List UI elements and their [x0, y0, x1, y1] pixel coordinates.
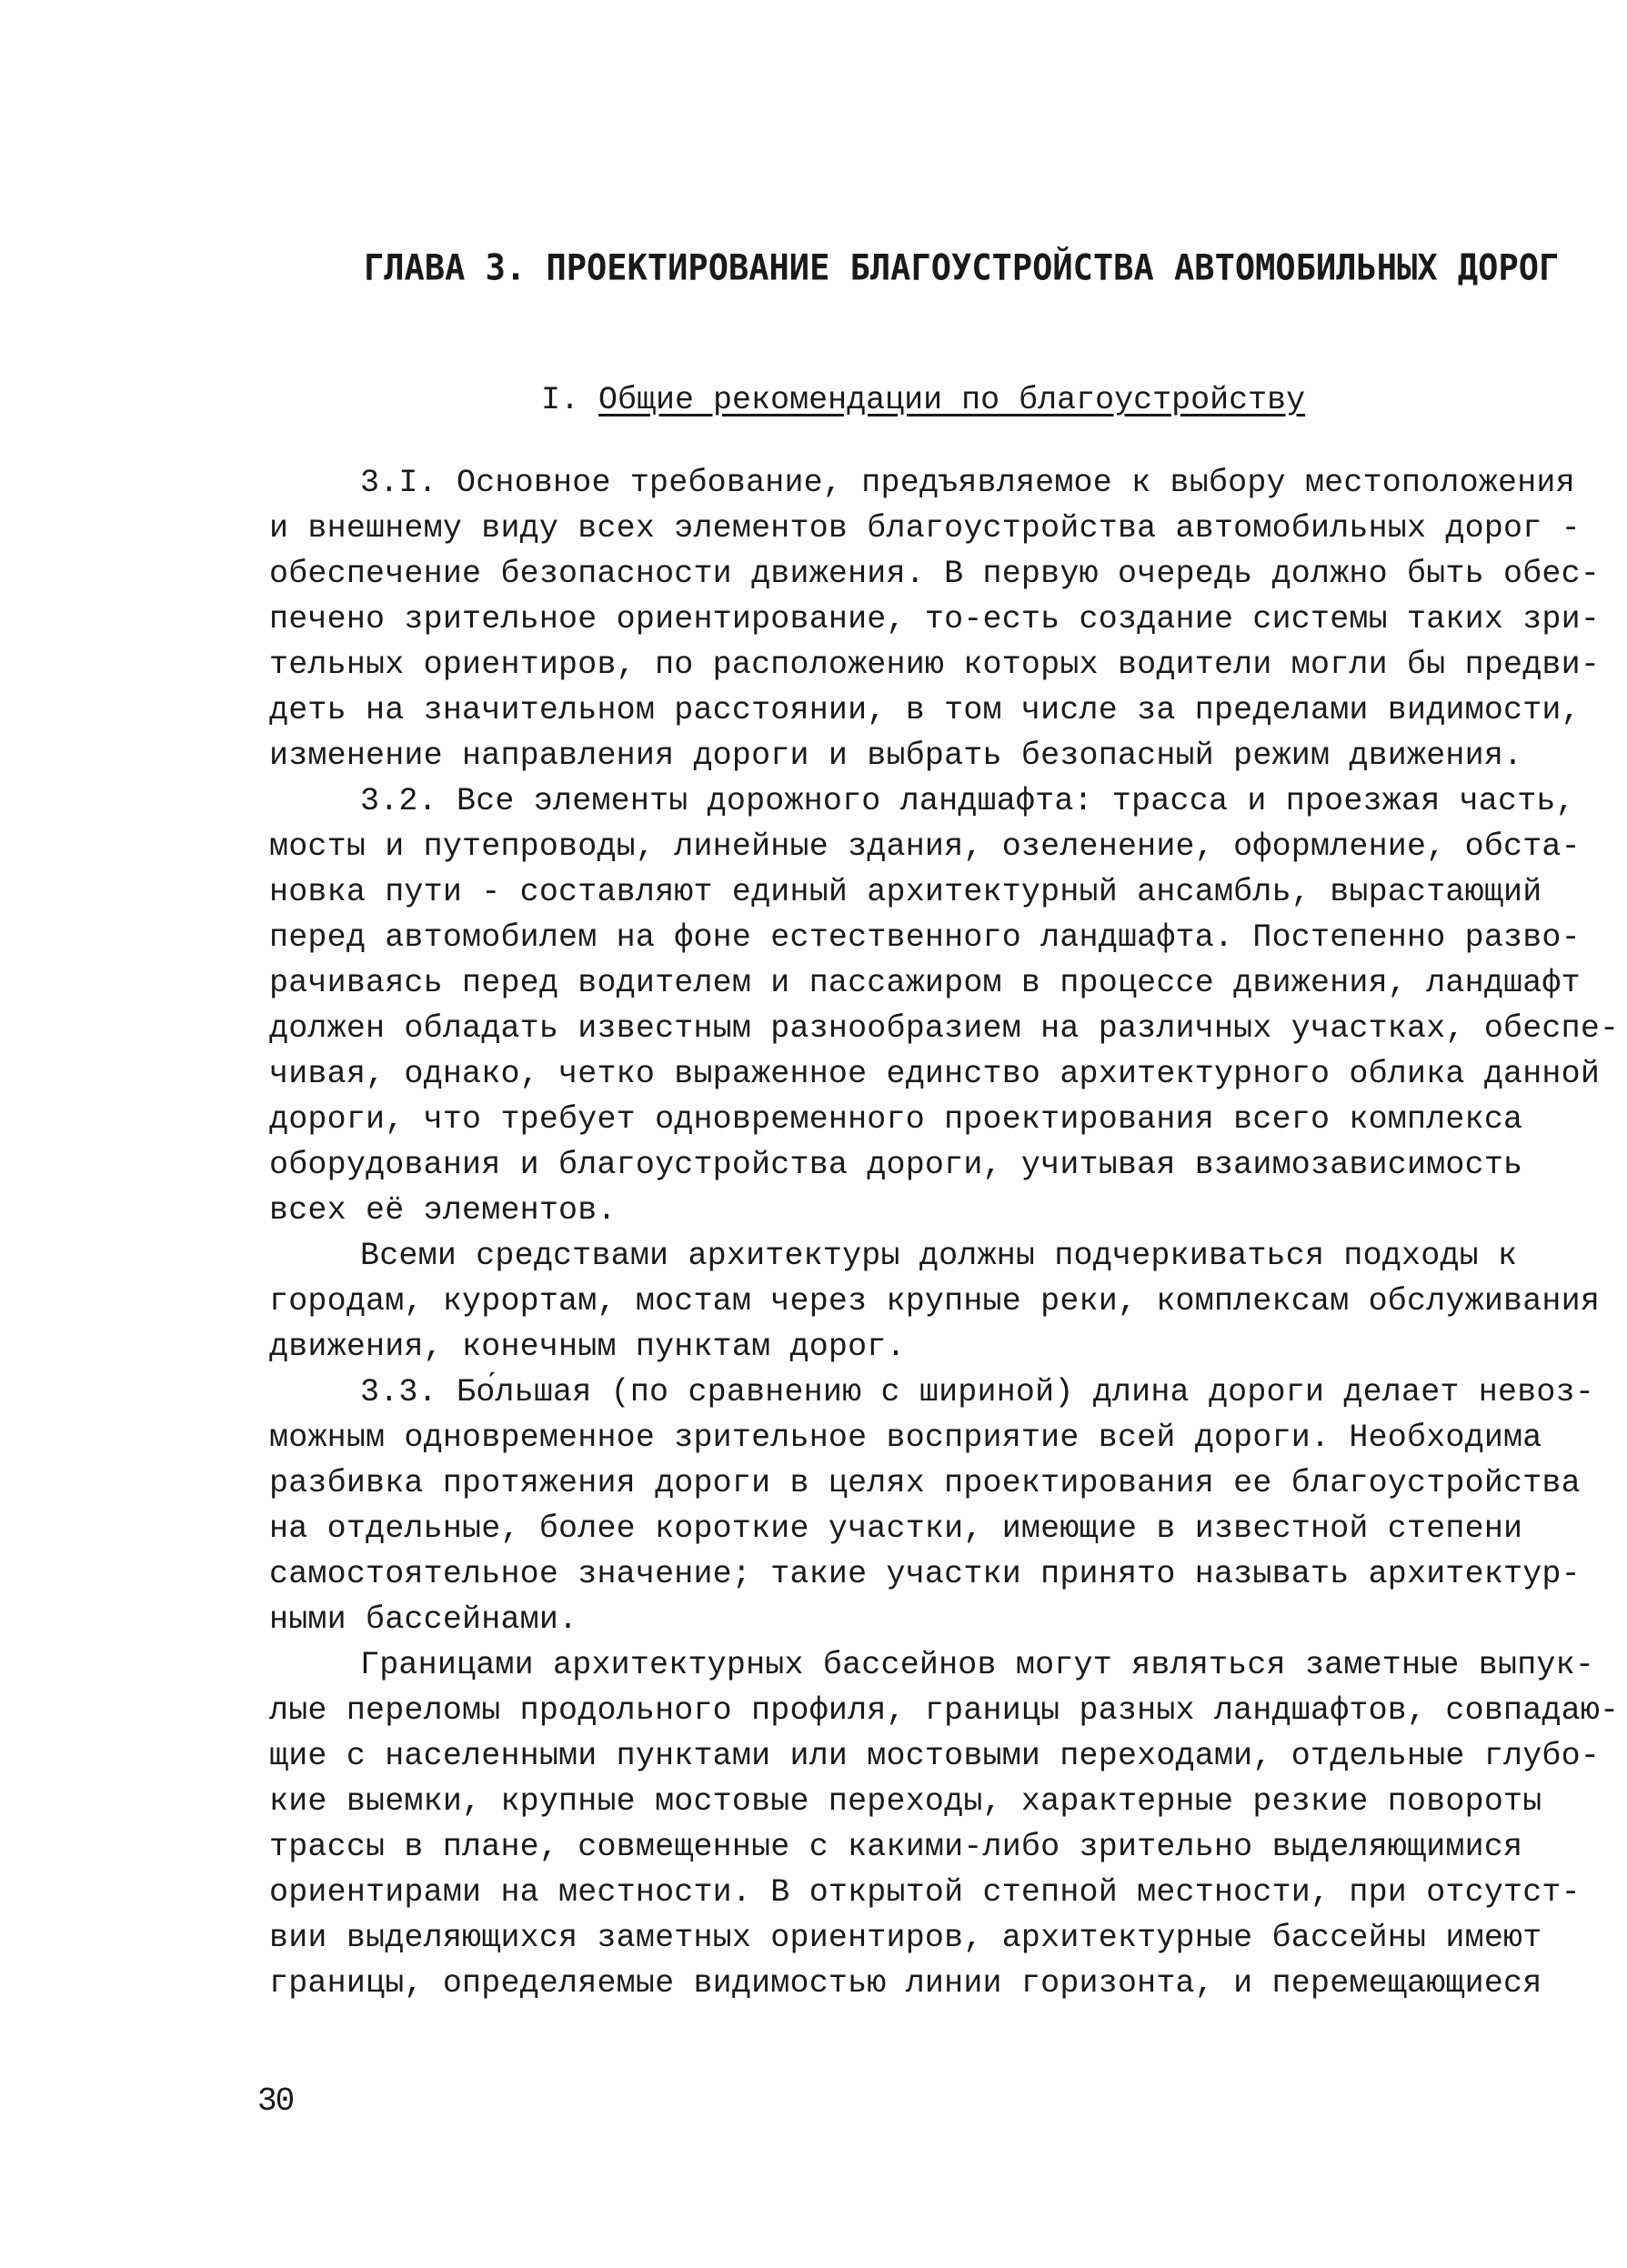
text-line: щие с населенными пунктами или мостовыми переходами, отдельные глубо-	[269, 1738, 1601, 1774]
text-line: мосты и путепроводы, линейные здания, озеленение, оформление, обста-	[269, 828, 1581, 865]
text-line: трассы в плане, совмещенные с какими-либо зрительно выделяющимися	[269, 1829, 1523, 1865]
text-line: можным одновременное зрительное восприятие всей дороги. Необходима	[269, 1420, 1542, 1456]
text-line: дороги, что требует одновременного проектирования всего комплекса	[269, 1101, 1523, 1138]
text-line: ными бассейнами.	[269, 1601, 578, 1638]
text-line: границы, определяемые видимостью линии горизонта, и перемещающиеся	[269, 1965, 1542, 2002]
text-line: 3.I. Основное требование, предъявляемое к выбору местоположения	[360, 465, 1575, 501]
text-line: ориентирами на местности. В открытой степной местности, при отсутст-	[269, 1874, 1581, 1911]
text-line: перед автомобилем на фоне естественного ландшафта. Постепенно разво-	[269, 919, 1581, 956]
text-line: Всеми средствами архитектуры должны подчеркиваться подходы к	[360, 1238, 1518, 1274]
text-line: самостоятельное значение; такие участки принято называть архитектур-	[269, 1556, 1581, 1592]
section-title: Общие рекомендации по благоустройству	[598, 382, 1306, 418]
text-line: оборудования и благоустройства дороги, учитывая взаимозависимость	[269, 1147, 1523, 1183]
text-line: рачиваясь перед водителем и пассажиром в процессе движения, ландшафт	[269, 965, 1581, 1001]
text-line: изменение направления дороги и выбрать безопасный режим движения.	[269, 738, 1523, 774]
text-line: 3.2. Все элементы дорожного ландшафта: трасса и проезжая часть,	[360, 783, 1575, 819]
text-line: всех её элементов.	[269, 1192, 617, 1229]
text-line: обеспечение безопасности движения. В первую очередь должно быть обес-	[269, 556, 1601, 592]
text-line: разбивка протяжения дороги в целях проектирования ее благоустройства	[269, 1465, 1581, 1501]
page-number: 30	[257, 2082, 294, 2120]
section-number: I.	[541, 382, 580, 418]
text-line: деть на значительном расстоянии, в том числе за пределами видимости,	[269, 692, 1581, 728]
text-line: тельных ориентиров, по расположению которых водители могли бы предви-	[269, 647, 1601, 683]
text-line: на отдельные, более короткие участки, имеющие в известной степени	[269, 1510, 1523, 1547]
text-line: Границами архитектурных бассейнов могут являться заметные выпук-	[360, 1647, 1595, 1683]
text-line: 3.3. Бо́льшая (по сравнению с шириной) длина дороги делает невоз-	[360, 1374, 1595, 1410]
text-line: чивая, однако, четко выраженное единство архитектурного облика данной	[269, 1056, 1601, 1092]
text-line: печено зрительное ориентирование, то-есть создание системы таких зри-	[269, 601, 1601, 637]
text-line: и внешнему виду всех элементов благоустройства автомобильных дорог -	[269, 510, 1581, 547]
text-line: движения, конечным пунктам дорог.	[269, 1329, 906, 1365]
text-line: лые переломы продольного профиля, границы разных ландшафтов, совпадаю-	[269, 1692, 1620, 1729]
body-text	[269, 460, 1620, 2006]
text-line: новка пути - составляют единый архитектурный ансамбль, вырастающий	[269, 874, 1542, 910]
text-line: должен обладать известным разнообразием на различных участках, обеспе-	[269, 1010, 1620, 1047]
text-line: кие выемки, крупные мостовые переходы, характерные резкие повороты	[269, 1783, 1542, 1820]
chapter-title: ГЛАВА 3. ПРОЕКТИРОВАНИЕ БЛАГОУСТРОЙСТВА АВТОМОБИЛЬНЫХ ДОРОГ	[364, 247, 1560, 289]
text-line: городам, курортам, мостам через крупные реки, комплексам обслуживания	[269, 1283, 1601, 1320]
text-line: вии выделяющихся заметных ориентиров, архитектурные бассейны имеют	[269, 1920, 1542, 1956]
section-heading	[541, 382, 1305, 418]
